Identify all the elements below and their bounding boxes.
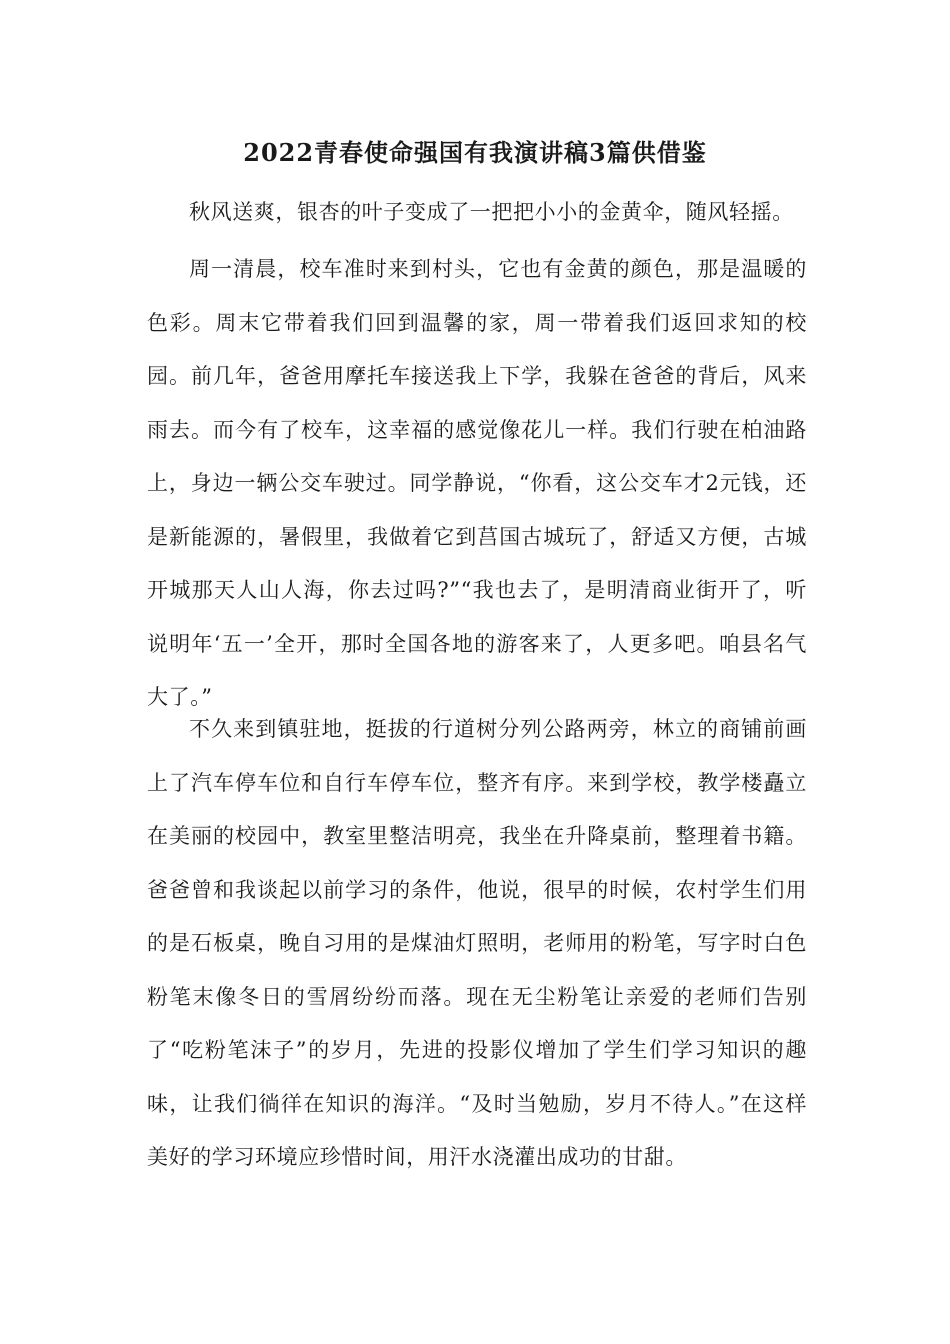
paragraph-1: 秋风送爽，银杏的叶子变成了一把把小小的金黄伞，随风轻摇。: [189, 200, 794, 224]
paragraph-3: 不久来到镇驻地，挺拔的行道树分列公路两旁，林立的商铺前画上了汽车停车位和自行车停车位，整齐有序。来到学校，教学楼矗立在美丽的校园中，教室里整洁明亮，我坐在升降桌前，整理着书籍。爸爸曾和我谈起以前学习的条件，他说，很早的时候，农村学生们用的是石板桌，晚自习用的是煤油灯照明，老师用的粉笔，写字时白色粉笔末像冬日的雪屑纷纷而落。现在无尘粉笔让亲爱的老师们告别了“吃粉笔沫子”的岁月，先进的投影仪增加了学生们学习知识的趣味，让我们徜徉在知识的海洋。“及时当勉励，岁月不待人。”在这样美好的学习环境应珍惜时间，用汗水浇灌出成功的甘甜。: [147, 717, 807, 1169]
paragraph-2: 周一清晨，校车准时来到村头，它也有金黄的颜色，那是温暖的色彩。周末它带着我们回到温馨的家，周一带着我们返回求知的校园。前几年，爸爸用摩托车接送我上下学，我躲在爸爸的背后，风来雨去。而今有了校车，这幸福的感觉像花儿一样。我们行驶在柏油路上，身边一辆公交车驶过。同学静说，“你看，这公交车才2元钱，还是新能源的，暑假里，我做着它到莒国古城玩了，舒适又方便，古城开城那天人山人海，你去过吗?”“我也去了，是明清商业街开了，听说明年‘五一’全开，那时全国各地的游客来了，人更多吧。咱县名气大了。”: [147, 257, 807, 709]
document-title: 2022青春使命强国有我演讲稿3篇供借鉴: [243, 138, 707, 167]
